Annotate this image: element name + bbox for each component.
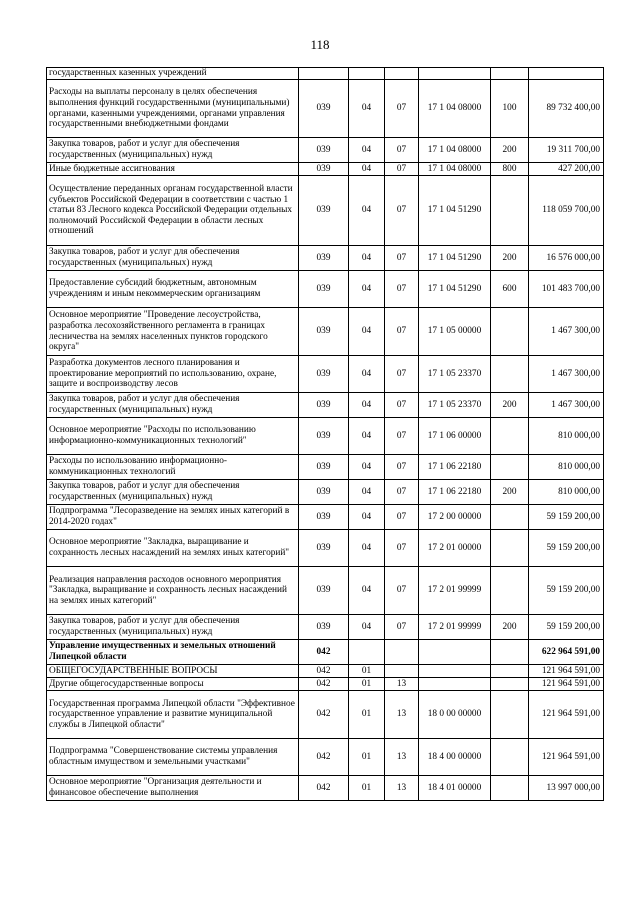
target-article: 18 0 00 00000 (419, 691, 491, 739)
subsection-code: 07 (385, 271, 419, 308)
target-article (419, 640, 491, 665)
target-article: 17 1 05 00000 (419, 308, 491, 356)
table-row (47, 68, 604, 80)
section-code: 04 (349, 176, 385, 246)
target-article: 17 1 04 51290 (419, 176, 491, 246)
admin-code: 039 (299, 615, 349, 640)
target-article: 17 1 06 22180 (419, 480, 491, 505)
target-article: 17 1 04 08000 (419, 80, 491, 138)
admin-code: 039 (299, 176, 349, 246)
amount: 810 000,00 (529, 480, 604, 505)
amount: 1 467 300,00 (529, 308, 604, 356)
subsection-code (385, 68, 419, 80)
admin-code: 042 (299, 665, 349, 678)
section-code (349, 68, 385, 80)
section-code: 04 (349, 138, 385, 163)
subsection-code: 07 (385, 138, 419, 163)
admin-code: 039 (299, 567, 349, 615)
row-name: Подпрограмма "Совершенствование системы управления областным имуществом и земельными участками" (47, 739, 299, 776)
section-code: 04 (349, 615, 385, 640)
subsection-code (385, 640, 419, 665)
section-code: 04 (349, 246, 385, 271)
expense-type (491, 691, 529, 739)
expense-type: 200 (491, 246, 529, 271)
target-article: 17 1 06 00000 (419, 418, 491, 455)
target-article: 17 1 04 51290 (419, 271, 491, 308)
admin-code: 039 (299, 530, 349, 567)
target-article (419, 68, 491, 80)
row-name: Расходы на выплаты персоналу в целях обеспечения выполнения функций государственными (муниципальными) органами, казенными учреждениями, органами управления государственными внебюджетными фондами (47, 80, 299, 138)
admin-code: 039 (299, 393, 349, 418)
section-code: 04 (349, 505, 385, 530)
target-article: 17 1 04 51290 (419, 246, 491, 271)
admin-code: 039 (299, 163, 349, 176)
table-row (47, 480, 604, 505)
admin-code: 039 (299, 246, 349, 271)
table-row (47, 615, 604, 640)
admin-code: 039 (299, 418, 349, 455)
table-row (47, 455, 604, 480)
row-name: Основное мероприятие "Закладка, выращивание и сохранность лесных насаждений на землях иных категорий" (47, 530, 299, 567)
target-article: 17 2 01 99999 (419, 615, 491, 640)
admin-code (299, 68, 349, 80)
amount: 13 997 000,00 (529, 776, 604, 801)
admin-code: 039 (299, 480, 349, 505)
target-article (419, 665, 491, 678)
subsection-code: 07 (385, 505, 419, 530)
table-row (47, 739, 604, 776)
section-code: 01 (349, 691, 385, 739)
section-code: 04 (349, 418, 385, 455)
amount: 427 200,00 (529, 163, 604, 176)
expense-type (491, 176, 529, 246)
admin-code: 042 (299, 691, 349, 739)
admin-code: 039 (299, 80, 349, 138)
amount: 1 467 300,00 (529, 393, 604, 418)
row-name: Государственная программа Липецкой области "Эффективное государственное управление и развитие муниципальной службы в Липецкой области" (47, 691, 299, 739)
row-name: Закупка товаров, работ и услуг для обеспечения государственных (муниципальных) нужд (47, 138, 299, 163)
row-name: Закупка товаров, работ и услуг для обеспечения государственных (муниципальных) нужд (47, 393, 299, 418)
amount: 121 964 591,00 (529, 691, 604, 739)
amount: 59 159 200,00 (529, 530, 604, 567)
budget-table (46, 67, 604, 801)
amount: 89 732 400,00 (529, 80, 604, 138)
row-name: Иные бюджетные ассигнования (47, 163, 299, 176)
subsection-code: 07 (385, 567, 419, 615)
budget-table-body (47, 68, 604, 801)
admin-code: 042 (299, 640, 349, 665)
subsection-code: 07 (385, 393, 419, 418)
admin-code: 039 (299, 356, 349, 393)
subsection-code (385, 665, 419, 678)
section-code: 04 (349, 530, 385, 567)
row-name: Другие общегосударственные вопросы (47, 678, 299, 691)
table-row (47, 356, 604, 393)
admin-code: 039 (299, 455, 349, 480)
amount: 810 000,00 (529, 455, 604, 480)
row-name: Расходы по использованию информационно-коммуникационных технологий (47, 455, 299, 480)
section-code: 04 (349, 356, 385, 393)
subsection-code: 07 (385, 615, 419, 640)
expense-type (491, 665, 529, 678)
subsection-code: 13 (385, 691, 419, 739)
expense-type (491, 640, 529, 665)
subsection-code: 07 (385, 418, 419, 455)
amount: 810 000,00 (529, 418, 604, 455)
section-code: 04 (349, 567, 385, 615)
amount: 59 159 200,00 (529, 567, 604, 615)
expense-type (491, 455, 529, 480)
section-code: 04 (349, 80, 385, 138)
row-name: Основное мероприятие "Проведение лесоустройства, разработка лесохозяйственного регламента в границах лесничества на землях населенных пунктов городского округа" (47, 308, 299, 356)
row-name: Предоставление субсидий бюджетным, автономным учреждениям и иным некоммерческим организациям (47, 271, 299, 308)
table-row (47, 80, 604, 138)
admin-code: 039 (299, 505, 349, 530)
table-row (47, 163, 604, 176)
amount (529, 68, 604, 80)
table-row (47, 308, 604, 356)
section-code: 01 (349, 678, 385, 691)
table-row (47, 691, 604, 739)
expense-type: 800 (491, 163, 529, 176)
expense-type (491, 530, 529, 567)
expense-type (491, 308, 529, 356)
expense-type (491, 776, 529, 801)
amount: 1 467 300,00 (529, 356, 604, 393)
amount: 118 059 700,00 (529, 176, 604, 246)
row-name: ОБЩЕГОСУДАРСТВЕННЫЕ ВОПРОСЫ (47, 665, 299, 678)
target-article: 17 1 05 23370 (419, 356, 491, 393)
subsection-code: 07 (385, 246, 419, 271)
amount: 16 576 000,00 (529, 246, 604, 271)
expense-type: 100 (491, 80, 529, 138)
section-code (349, 640, 385, 665)
amount: 622 964 591,00 (529, 640, 604, 665)
target-article: 17 1 05 23370 (419, 393, 491, 418)
admin-code: 042 (299, 678, 349, 691)
table-row (47, 418, 604, 455)
expense-type (491, 739, 529, 776)
target-article: 17 2 01 00000 (419, 530, 491, 567)
subsection-code: 07 (385, 163, 419, 176)
subsection-code: 13 (385, 776, 419, 801)
subsection-code: 07 (385, 455, 419, 480)
admin-code: 039 (299, 308, 349, 356)
expense-type: 600 (491, 271, 529, 308)
expense-type: 200 (491, 480, 529, 505)
table-row (47, 678, 604, 691)
target-article: 17 2 01 99999 (419, 567, 491, 615)
expense-type: 200 (491, 138, 529, 163)
target-article: 17 1 04 08000 (419, 163, 491, 176)
amount: 121 964 591,00 (529, 665, 604, 678)
target-article (419, 678, 491, 691)
section-code: 04 (349, 271, 385, 308)
table-row (47, 138, 604, 163)
admin-code: 039 (299, 271, 349, 308)
amount: 101 483 700,00 (529, 271, 604, 308)
page-number: 118 (310, 37, 330, 52)
table-row (47, 776, 604, 801)
subsection-code: 13 (385, 678, 419, 691)
amount: 121 964 591,00 (529, 678, 604, 691)
section-code: 01 (349, 739, 385, 776)
subsection-code: 07 (385, 356, 419, 393)
expense-type (491, 567, 529, 615)
row-name: Основное мероприятие "Расходы по использованию информационно-коммуникационных технологий" (47, 418, 299, 455)
amount: 121 964 591,00 (529, 739, 604, 776)
table-row (47, 665, 604, 678)
expense-type (491, 418, 529, 455)
row-name: Основное мероприятие "Организация деятельности и финансовое обеспечение выполнения (47, 776, 299, 801)
expense-type (491, 678, 529, 691)
expense-type (491, 68, 529, 80)
target-article: 18 4 00 00000 (419, 739, 491, 776)
row-name: Управление имущественных и земельных отношений Липецкой области (47, 640, 299, 665)
row-name: Закупка товаров, работ и услуг для обеспечения государственных (муниципальных) нужд (47, 480, 299, 505)
admin-code: 039 (299, 138, 349, 163)
amount: 59 159 200,00 (529, 615, 604, 640)
expense-type (491, 505, 529, 530)
section-code: 04 (349, 308, 385, 356)
subsection-code: 13 (385, 739, 419, 776)
row-name: Закупка товаров, работ и услуг для обеспечения государственных (муниципальных) нужд (47, 246, 299, 271)
table-row (47, 567, 604, 615)
row-name: Реализация направления расходов основного мероприятия "Закладка, выращивание и сохранность лесных насаждений на землях иных категорий" (47, 567, 299, 615)
amount: 19 311 700,00 (529, 138, 604, 163)
target-article: 17 1 04 08000 (419, 138, 491, 163)
target-article: 18 4 01 00000 (419, 776, 491, 801)
expense-type: 200 (491, 615, 529, 640)
target-article: 17 1 06 22180 (419, 455, 491, 480)
target-article: 17 2 00 00000 (419, 505, 491, 530)
subsection-code: 07 (385, 480, 419, 505)
section-code: 01 (349, 665, 385, 678)
row-name: Разработка документов лесного планирования и проектирование мероприятий по использованию, охране, защите и воспроизводству лесов (47, 356, 299, 393)
subsection-code: 07 (385, 308, 419, 356)
table-row (47, 505, 604, 530)
expense-type: 200 (491, 393, 529, 418)
section-code: 04 (349, 163, 385, 176)
table-row (47, 176, 604, 246)
admin-code: 042 (299, 776, 349, 801)
row-name: Закупка товаров, работ и услуг для обеспечения государственных (муниципальных) нужд (47, 615, 299, 640)
table-row (47, 246, 604, 271)
row-name: Осуществление переданных органам государственной власти субъектов Российской Федерации в соответствии с частью 1 статьи 83 Лесного кодекса Российской Федерации отдельных полномочий Российской Федерации в области лесных отношений (47, 176, 299, 246)
table-row (47, 640, 604, 665)
amount: 59 159 200,00 (529, 505, 604, 530)
expense-type (491, 356, 529, 393)
row-name: государственных казенных учреждений (47, 68, 299, 80)
admin-code: 042 (299, 739, 349, 776)
subsection-code: 07 (385, 80, 419, 138)
section-code: 04 (349, 455, 385, 480)
section-code: 04 (349, 480, 385, 505)
section-code: 04 (349, 393, 385, 418)
table-row (47, 393, 604, 418)
row-name: Подпрограмма "Лесоразведение на землях иных категорий в 2014-2020 годах" (47, 505, 299, 530)
table-row (47, 271, 604, 308)
table-row (47, 530, 604, 567)
subsection-code: 07 (385, 530, 419, 567)
section-code: 01 (349, 776, 385, 801)
subsection-code: 07 (385, 176, 419, 246)
